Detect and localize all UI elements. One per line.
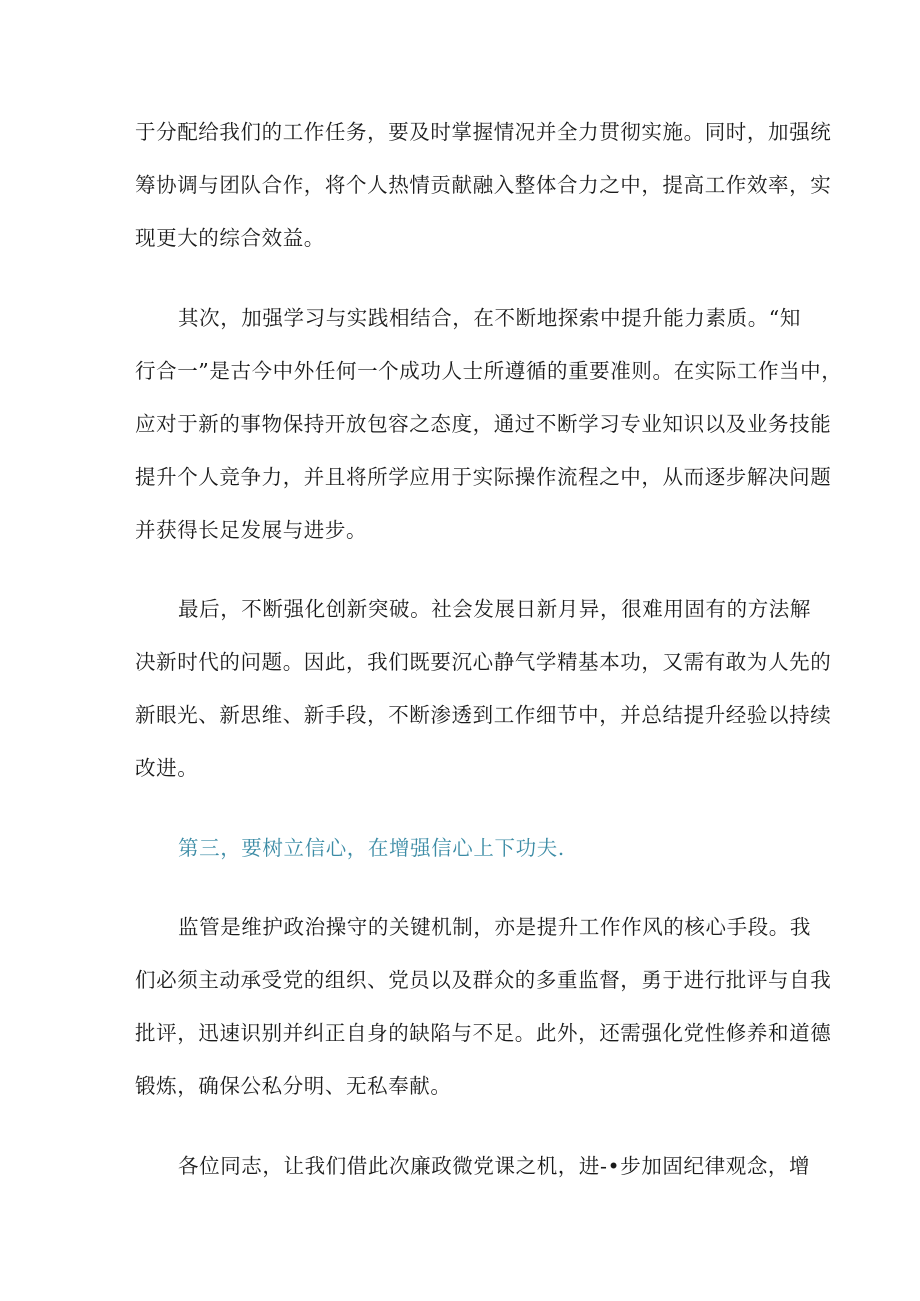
paragraph-6-line-1: 各位同志，让我们借此次廉政微党课之机，进-•步加固纪律观念，增 [178, 1154, 811, 1178]
paragraph-1-line-1: 于分配给我们的工作任务，要及时掌握情况并全力贯彻实施。同时，加强统 [135, 120, 832, 144]
paragraph-5-line-2: 们必须主动承受党的组织、党员以及群众的多重监督，勇于进行批评与自我 [135, 968, 832, 992]
paragraph-2-line-3: 应对于新的事物保持开放包容之态度，通过不断学习专业知识以及业务技能 [135, 412, 832, 436]
paragraph-1-line-2: 筹协调与团队合作，将个人热情贡献融入整体合力之中，提高工作效率，实 [135, 173, 832, 197]
paragraph-3-line-4: 改进。 [135, 756, 199, 780]
paragraph-2-line-5: 并获得长足发展与进步。 [135, 518, 368, 542]
paragraph-2-line-2: 行合一”是古今中外任何一个成功人士所遵循的重要准则。在实际工作当中， [135, 359, 843, 383]
paragraph-5-line-3: 批评，迅速识别并纠正自身的缺陷与不足。此外，还需强化党性修养和道德 [135, 1021, 832, 1045]
paragraph-1-line-3: 现更大的综合效益。 [135, 226, 325, 250]
paragraph-5-line-4: 锻炼，确保公私分明、无私奉献。 [135, 1074, 452, 1098]
paragraph-2-line-4: 提升个人竞争力，并且将所学应用于实际操作流程之中，从而逐步解决问题 [135, 465, 832, 489]
section-heading-third: 第三，要树立信心，在增强信心上下功夫. [178, 836, 565, 860]
paragraph-2-line-1: 其次，加强学习与实践相结合，在不断地探索中提升能力素质。“知 [178, 306, 801, 330]
paragraph-3-line-1: 最后，不断强化创新突破。社会发展日新月异，很难用固有的方法解 [178, 597, 811, 621]
paragraph-5-line-1: 监管是维护政治操守的关键机制，亦是提升工作作风的核心手段。我 [178, 915, 811, 939]
paragraph-3-line-3: 新眼光、新思维、新手段，不断渗透到工作细节中，并总结提升经验以持续 [135, 703, 832, 727]
paragraph-3-line-2: 决新时代的问题。因此，我们既要沉心静气学精基本功，又需有敢为人先的 [135, 650, 832, 674]
